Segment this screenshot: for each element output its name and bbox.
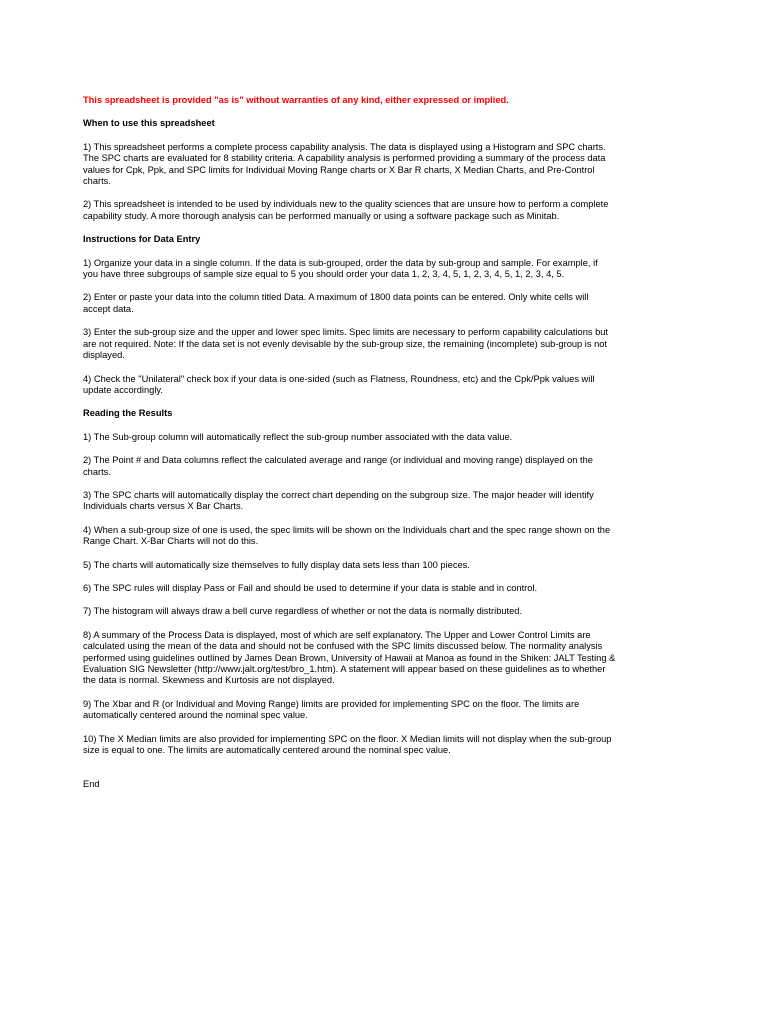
- heading-when-to-use: When to use this spreadsheet: [83, 118, 215, 129]
- paragraph-line: 8) A summary of the Process Data is displayed, most of which are self explanatory. The Upper and Lower Control Limits are: [83, 629, 591, 640]
- paragraph-line: the data is normal. Skewness and Kurtosis are not displayed.: [83, 675, 335, 686]
- instructions-paragraphs: [83, 258, 649, 397]
- paragraph: [83, 327, 649, 361]
- paragraph-line: accept data.: [83, 303, 134, 314]
- paragraph-line: are not required. Note: If the data set is not evenly devisable by the sub-group size, the remaining (incomplete) sub-group is not: [83, 338, 608, 349]
- paragraph: [83, 455, 649, 478]
- paragraph: [83, 374, 649, 397]
- paragraph: [83, 699, 649, 722]
- results-paragraphs: [83, 432, 649, 757]
- paragraph-line: values for Cpk, Ppk, and SPC limits for Individual Moving Range charts or X Bar R charts, X Median Charts, and Pre-Control: [83, 164, 595, 175]
- end-label: End: [83, 779, 100, 790]
- paragraph-line: capability study. A more thorough analysis can be performed manually or using a software package such as Minitab.: [83, 210, 560, 221]
- paragraph-line: 1) Organize your data in a single column. If the data is sub-grouped, order the data by sub-group and sample. For example, if: [83, 257, 598, 268]
- paragraph: [83, 258, 649, 281]
- heading-instructions: Instructions for Data Entry: [83, 234, 201, 245]
- paragraph-line: 1) This spreadsheet performs a complete process capability analysis. The data is displayed using a Histogram and SPC charts.: [83, 141, 606, 152]
- paragraph-line: 2) Enter or paste your data into the column titled Data. A maximum of 1800 data points can be entered. Only white cells will: [83, 292, 589, 303]
- when-to-use-paragraphs: [83, 142, 649, 222]
- paragraph-line: you have three subgroups of sample size equal to 5 you should order your data 1, 2, 3, 4, 5, 1, 2, 3, 4, 5, 1, 2, 3, 4, 5.: [83, 269, 565, 280]
- paragraph-line: charts.: [83, 466, 111, 477]
- spreadsheet-readme: [83, 95, 649, 791]
- paragraph-line: 4) Check the "Unilateral" check box if your data is one-sided (such as Flatness, Roundness, etc) and the Cpk/Ppk values will: [83, 373, 595, 384]
- paragraph-line: update accordingly.: [83, 384, 163, 395]
- paragraph: [83, 606, 649, 617]
- paragraph: [83, 734, 649, 757]
- paragraph: [83, 583, 649, 594]
- paragraph: [83, 432, 649, 443]
- paragraph: [83, 199, 649, 222]
- paragraph: [83, 630, 649, 687]
- paragraph-line: 7) The histogram will always draw a bell curve regardless of whether or not the data is normally distributed.: [83, 606, 523, 617]
- paragraph-line: size is equal to one. The limits are automatically centered around the nominal spec value.: [83, 745, 451, 756]
- paragraph-line: The SPC charts are evaluated for 8 stability criteria. A capability analysis is performed providing a summary of the process data: [83, 153, 606, 164]
- paragraph-line: automatically centered around the nominal spec value.: [83, 710, 308, 721]
- paragraph: [83, 490, 649, 513]
- paragraph: [83, 292, 649, 315]
- paragraph-line: 10) The X Median limits are also provided for implementing SPC on the floor. X Median limits will not display when the sub-group: [83, 733, 612, 744]
- paragraph-line: 5) The charts will automatically size themselves to fully display data sets less than 100 pieces.: [83, 559, 470, 570]
- paragraph-line: Evaluation SIG Newsletter (http://www.jalt.org/test/bro_1.htm). A statement will appear based on these guidelines as to whether: [83, 664, 606, 674]
- paragraph: [83, 142, 649, 188]
- paragraph: [83, 560, 649, 571]
- paragraph-line: 1) The Sub-group column will automatically reflect the sub-group number associated with the data value.: [83, 431, 513, 442]
- heading-reading-results: Reading the Results: [83, 408, 173, 419]
- paragraph-line: Individuals charts versus X Bar Charts.: [83, 501, 244, 512]
- paragraph-line: 3) Enter the sub-group size and the upper and lower spec limits. Spec limits are necessary to perform capability calculations but: [83, 327, 609, 338]
- paragraph-line: 6) The SPC rules will display Pass or Fail and should be used to determine if your data is stable and in control.: [83, 582, 538, 593]
- paragraph-line: Range Chart. X-Bar Charts will not do this.: [83, 536, 259, 547]
- paragraph-line: displayed.: [83, 350, 125, 361]
- paragraph: [83, 525, 649, 548]
- disclaimer-text: This spreadsheet is provided "as is" without warranties of any kind, either expressed or implied.: [83, 95, 509, 105]
- paragraph-line: 4) When a sub-group size of one is used, the spec limits will be shown on the Individuals chart and the spec range shown on the: [83, 524, 611, 535]
- paragraph-line: calculated using the mean of the data and should not be confused with the SPC limits discussed below. The normality analysis: [83, 641, 603, 652]
- paragraph-line: performed using guidelines outlined by James Dean Brown, University of Hawaii at Manoa as found in the Shiken: JALT Testing &: [83, 652, 616, 663]
- paragraph-line: 3) The SPC charts will automatically display the correct chart depending on the subgroup size. The major header will identify: [83, 489, 594, 500]
- paragraph-line: 9) The Xbar and R (or Individual and Moving Range) limits are provided for implementing SPC on the floor. The limits are: [83, 698, 580, 709]
- paragraph-line: charts.: [83, 176, 111, 187]
- paragraph-line: 2) The Point # and Data columns reflect the calculated average and range (or individual and moving range) displayed on the: [83, 455, 593, 466]
- paragraph-line: 2) This spreadsheet is intended to be used by individuals new to the quality sciences that are unsure how to perform a complete: [83, 199, 609, 210]
